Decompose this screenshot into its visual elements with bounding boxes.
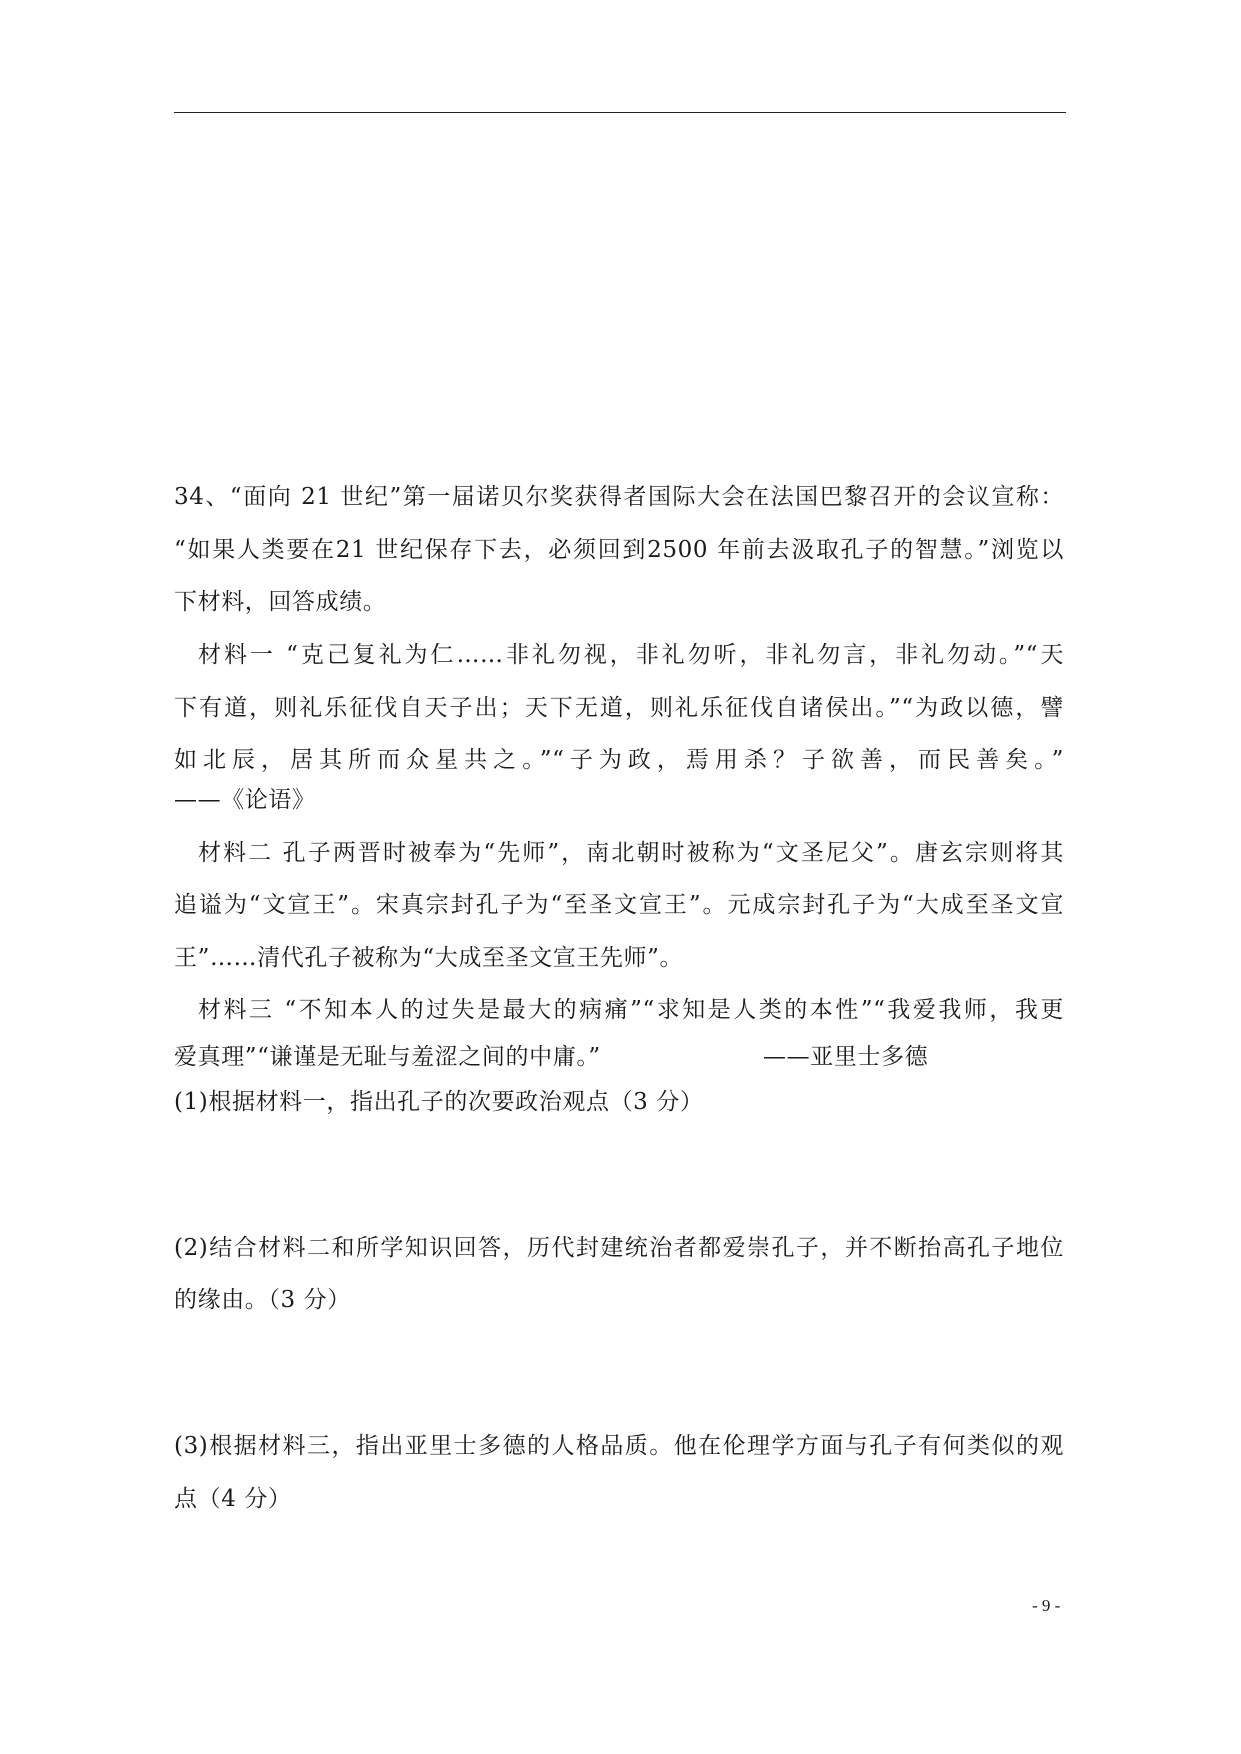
sub-question-3-line-1: (3)根据材料三，指出亚里士多德的人格品质。他在伦理学方面与孔子有何类似的观 [174, 1433, 1064, 1459]
sub-question-2-line-2: 的缘由。（3 分） [174, 1287, 351, 1313]
header-rule [174, 112, 1066, 113]
material2-line-2: 追谥为“文宣王”。宋真宗封孔子为“至圣文宣王”。元成宗封孔子为“大成至圣文宣 [174, 892, 1064, 918]
material3-line-2: 爱真理”“谦谨是无耻与羞涩之间的中庸。” [174, 1044, 601, 1070]
sub-question-1: (1)根据材料一，指出孔子的次要政治观点（3 分） [174, 1089, 704, 1115]
material1-line-1: 材料一 “克己复礼为仁……非礼勿视，非礼勿听，非礼勿言，非礼勿动。”“天 [198, 642, 1064, 668]
sub-question-2-line-1: (2)结合材料二和所学知识回答，历代封建统治者都爱崇孔子，并不断抬高孔子地位 [174, 1235, 1064, 1261]
sub-question-3-line-2: 点（4 分） [174, 1486, 292, 1512]
material3-source: ——亚里士多德 [763, 1044, 929, 1070]
material2-line-1: 材料二 孔子两晋时被奉为“先师”，南北朝时被称为“文圣尼父”。唐玄宗则将其 [198, 840, 1064, 866]
material1-source: ——《论语》 [174, 787, 316, 813]
material1-line-2: 下有道，则礼乐征伐自天子出；天下无道，则礼乐征伐自诸侯出。”“为政以德，譬 [174, 695, 1064, 721]
material1-line-3: 如北辰，居其所而众星共之。”“子为政，焉用杀？子欲善，而民善矣。” [174, 747, 1064, 773]
question-intro-line-3: 下材料，回答成绩。 [174, 589, 387, 615]
page-number: - 9 - [1032, 1596, 1061, 1615]
material3-line-1: 材料三 “不知本人的过失是最大的病痛”“求知是人类的本性”“我爱我师，我更 [198, 997, 1064, 1023]
question-intro-line-2: “如果人类要在21 世纪保存下去，必须回到2500 年前去汲取孔子的智慧。”浏览以 [174, 537, 1064, 563]
question-intro-line-1: 34、“面向 21 世纪”第一届诺贝尔奖获得者国际大会在法国巴黎召开的会议宣称： [174, 484, 1064, 510]
material2-line-3: 王”……清代孔子被称为“大成至圣文宣王先师”。 [174, 945, 684, 971]
